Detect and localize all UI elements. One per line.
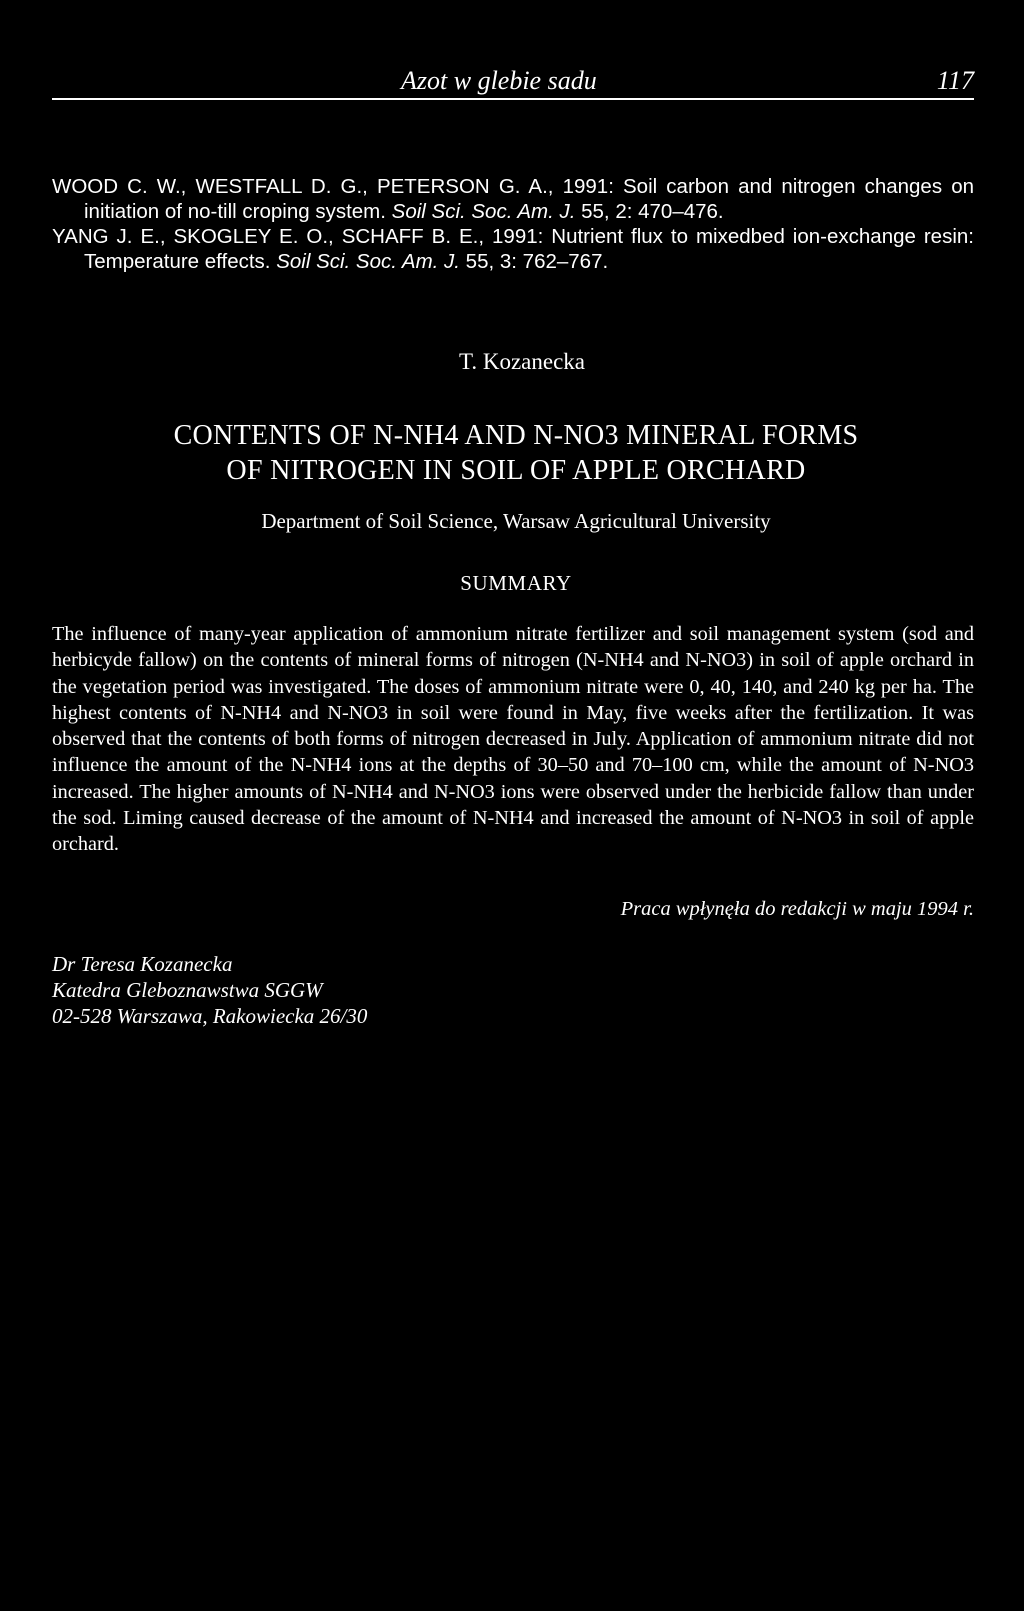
reference-entry — [52, 224, 974, 274]
reference-journal: Soil Sci. Soc. Am. J. — [391, 200, 576, 223]
article-title-line: OF NITROGEN IN SOIL OF APPLE ORCHARD — [226, 455, 806, 486]
abstract-paragraph: The influence of many-year application of ammonium nitrate fertilizer and soil management system (sod and herbicyde fallow) on the contents of mineral forms of nitrogen (N-NH4 and N-NO3) in soil of apple orchard in the vegetation period was investigated. The doses of ammonium nitrate were 0, 40, 140, and 240 kg per ha. The highest contents of N-NH4 and N-NO3 in soil were found in May, five weeks after the fertilization. It was observed that the contents of both forms of nitrogen decreased in July. Application of ammonium nitrate did not influence the amount of the N-NH4 ions at the depths of 30–50 and 70–100 cm, while the amount of N-NO3 increased. The higher amounts of N-NH4 and N-NO3 ions were observed under the herbicide fallow than under the sod. Liming caused decrease of the amount of N-NH4 and increased the amount of N-NO3 in soil of apple orchard. — [52, 623, 974, 856]
running-header — [52, 64, 974, 100]
received-date-note: Praca wpłynęła do redakcji w maju 1994 r. — [620, 898, 974, 920]
summary-heading: SUMMARY — [460, 571, 572, 595]
page-number: 117 — [936, 66, 974, 95]
article-title — [0, 418, 1024, 488]
reference-text: WOOD C. W., WESTFALL D. G., PETERSON G. A., 1991: Soil carbon and nitrogen changes on initiation of no-till croping system. — [52, 175, 974, 223]
article-title-line: CONTENTS OF N-NH4 AND N-NO3 MINERAL FORMS — [173, 420, 859, 451]
running-title: Azot w glebie sadu — [401, 66, 597, 95]
author-affiliation: Department of Soil Science, Warsaw Agricultural University — [261, 509, 771, 533]
reference-volume: 55, 2: 470–476. — [575, 200, 724, 223]
reference-list — [52, 174, 974, 274]
address-name: Dr Teresa Kozanecka — [52, 952, 233, 976]
address-institution: Katedra Gleboznawstwa SGGW — [52, 978, 323, 1002]
author-address — [52, 951, 367, 1029]
article-author: T. Kozanecka — [459, 349, 585, 374]
reference-journal: Soil Sci. Soc. Am. J. — [276, 250, 460, 273]
reference-volume: 55, 3: 762–767. — [459, 250, 609, 273]
reference-entry — [52, 174, 974, 224]
reference-text: YANG J. E., SKOGLEY E. O., SCHAFF B. E., 1991: Nutrient flux to mixedbed ion-exchange resin: Temperature effects. — [52, 225, 974, 273]
address-street: 02-528 Warszawa, Rakowiecka 26/30 — [52, 1004, 368, 1028]
